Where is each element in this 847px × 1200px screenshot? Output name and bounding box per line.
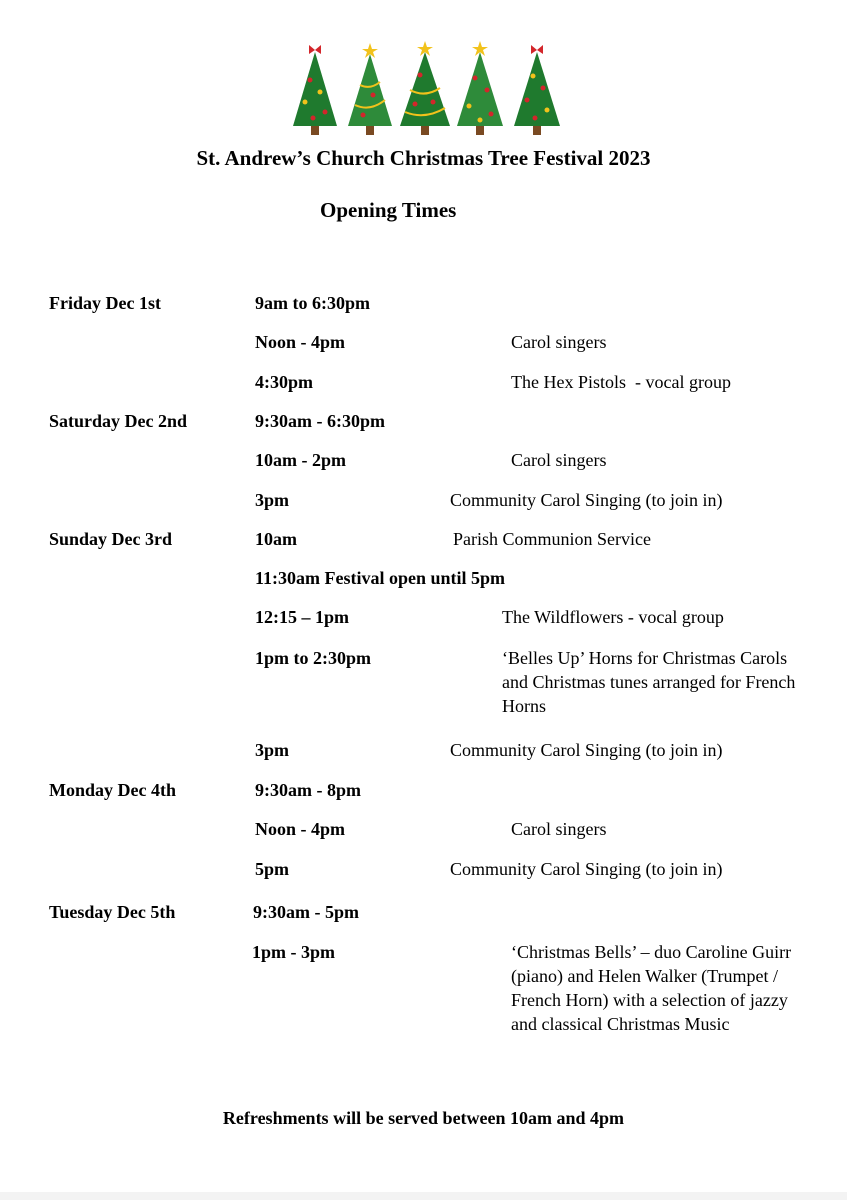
schedule-event: Community Carol Singing (to join in) <box>450 490 723 510</box>
schedule-day: Saturday Dec 2nd <box>49 411 188 431</box>
refreshments-note: Refreshments will be served between 10am and 4pm <box>222 1108 625 1128</box>
schedule-event: Carol singers <box>511 450 607 470</box>
schedule-time: 9:30am - 5pm <box>253 902 359 922</box>
christmas-tree-icon <box>514 45 560 135</box>
schedule-time: 1pm - 3pm <box>252 942 336 962</box>
schedule-time: 10am <box>255 529 297 549</box>
schedule-day: Sunday Dec 3rd <box>49 529 173 549</box>
page-title: St. Andrew’s Church Christmas Tree Festival 2023 <box>196 146 651 170</box>
schedule-time: 10am - 2pm <box>255 450 346 470</box>
page-subtitle: Opening Times <box>320 198 457 222</box>
schedule-event: Parish Communion Service <box>453 529 651 549</box>
schedule-time: Noon - 4pm <box>255 332 346 352</box>
schedule-time: 3pm <box>255 490 290 510</box>
schedule-time: 11:30am Festival open until 5pm <box>255 568 506 588</box>
schedule-day: Monday Dec 4th <box>49 780 176 800</box>
christmas-trees-illustration <box>285 40 565 140</box>
schedule-event: ‘Belles Up’ Horns for Christmas Carols and Christmas tunes arranged for French Horns <box>502 648 796 716</box>
christmas-tree-icon <box>400 41 450 135</box>
schedule-event: Community Carol Singing (to join in) <box>450 859 723 879</box>
schedule-event: The Wildflowers - vocal group <box>502 607 724 627</box>
schedule-day: Tuesday Dec 5th <box>49 902 176 922</box>
schedule-event: Community Carol Singing (to join in) <box>450 740 723 760</box>
schedule-time: 9:30am - 6:30pm <box>255 411 385 431</box>
schedule-event: Carol singers <box>511 819 607 839</box>
schedule-event: ‘Christmas Bells’ – duo Caroline Guirr (piano) and Helen Walker (Trumpet / French Horn) with a selection of jazzy and classical Christmas Music <box>511 942 792 1034</box>
schedule-event: The Hex Pistols - vocal group <box>511 372 731 392</box>
christmas-tree-icon <box>293 45 337 135</box>
schedule-event: Carol singers <box>511 332 607 352</box>
schedule-time: 5pm <box>255 859 290 879</box>
schedule-time: 1pm to 2:30pm <box>255 648 371 668</box>
schedule-time: 12:15 – 1pm <box>255 607 349 627</box>
schedule-time: 9am to 6:30pm <box>255 293 370 313</box>
schedule-time: 3pm <box>255 740 290 760</box>
christmas-tree-icon <box>457 41 503 135</box>
page-bottom-edge <box>0 1192 847 1200</box>
christmas-tree-icon <box>348 43 392 135</box>
schedule-time: 4:30pm <box>255 372 313 392</box>
schedule-time: Noon - 4pm <box>255 819 346 839</box>
schedule-time: 9:30am - 8pm <box>255 780 361 800</box>
schedule-day: Friday Dec 1st <box>49 293 161 313</box>
